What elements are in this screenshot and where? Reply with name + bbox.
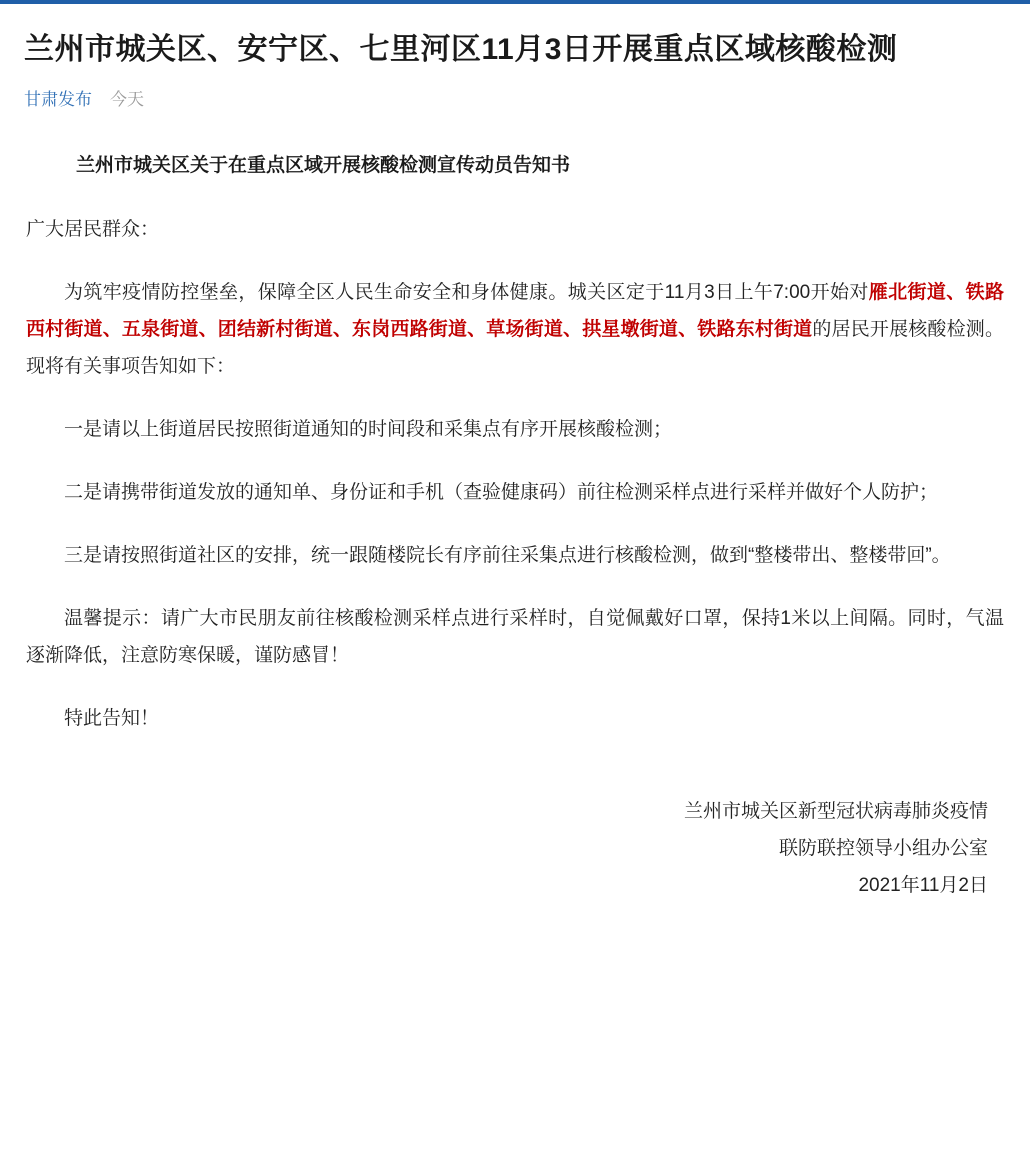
page-title: 兰州市城关区、安宁区、七里河区11月3日开展重点区域核酸检测 [24, 33, 898, 66]
closing-text: 特此告知！ [64, 707, 160, 729]
paragraph-intro [26, 274, 1004, 385]
signature-org-line-2: 联防联控领导小组办公室 [778, 838, 988, 860]
signature-date: 2021年11月2日 [858, 875, 988, 897]
article-body [24, 150, 1006, 905]
warm-tip-text: 温馨提示：请广大市民朋友前往核酸检测采样点进行采样时，自觉佩戴好口罩，保持1米以上间隔。同时，气温逐渐降低，注意防寒保暖，谨防感冒！ [26, 607, 1004, 666]
list-item-one: 一是请以上街道居民按照街道通知的时间段和采集点有序开展核酸检测； [64, 418, 673, 440]
salutation-text: 广大居民群众： [26, 218, 160, 240]
paragraph-intro-part2: 的居民开展核酸检测。现将有关事项告知如下： [26, 318, 1004, 377]
signature-block [26, 793, 1004, 904]
article-subtitle: 兰州市城关区关于在重点区域开展核酸检测宣传动员告知书 [76, 154, 571, 176]
highlighted-street-list: 雁北街道、铁路西村街道、五泉街道、团结新村街道、东岗西路街道、草场街道、拱星墩街道、铁路东村街道 [26, 281, 1004, 340]
article-timestamp: 今天 [110, 89, 144, 109]
article-meta [24, 85, 1006, 110]
list-item-three: 三是请按照街道社区的安排，统一跟随楼院长有序前往采集点进行核酸检测，做到“整楼带出、整楼带回”。 [64, 544, 951, 566]
signature-org-line-1: 兰州市城关区新型冠状病毒肺炎疫情 [683, 800, 988, 822]
paragraph-intro-part1: 为筑牢疫情防控堡垒，保障全区人民生命安全和身体健康。城关区定于11月3日上午7:00开始对 [64, 281, 869, 303]
list-item-two: 二是请携带街道发放的通知单、身份证和手机（查验健康码）前往检测采样点进行采样并做好个人防护； [64, 481, 939, 503]
article-source-link[interactable]: 甘肃发布 [24, 89, 92, 109]
